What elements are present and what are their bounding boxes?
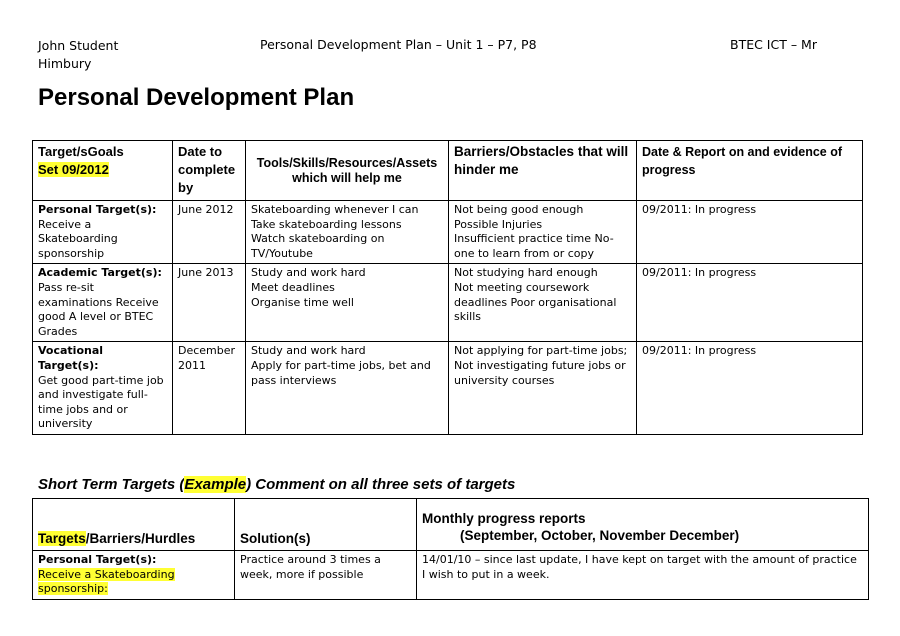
tool-item: Take skateboarding lessons bbox=[251, 217, 402, 231]
tool-item: Organise time well bbox=[251, 295, 354, 309]
student-school: Himbury bbox=[38, 56, 92, 71]
tool-item: Apply for part-time jobs, bet and pass interviews bbox=[251, 358, 431, 387]
monthly-report-cell: 14/01/10 – since last update, I have kept on target with the amount of practice I wish to put in a week. bbox=[417, 551, 869, 600]
col-targets-highlight: Targets bbox=[38, 531, 86, 547]
tools-cell bbox=[246, 264, 449, 342]
report-cell: 09/2011: In progress bbox=[637, 201, 863, 264]
short-term-heading-start: Short Term Targets ( bbox=[38, 476, 185, 493]
table-row bbox=[33, 342, 863, 435]
tool-item: Meet deadlines bbox=[251, 280, 335, 294]
col-target-label: Target/sGoals bbox=[38, 144, 124, 159]
short-term-heading-example: Example bbox=[184, 476, 247, 493]
col-targets bbox=[33, 499, 235, 551]
target-label: Academic Target(s) bbox=[38, 266, 158, 280]
report-cell: 09/2011: In progress bbox=[637, 264, 863, 342]
col-monthly-label: Monthly progress reports bbox=[422, 511, 586, 526]
col-solution: Solution(s) bbox=[235, 499, 417, 551]
barriers-cell bbox=[449, 342, 637, 435]
tool-item: Watch skateboarding on TV/Youtube bbox=[251, 232, 385, 260]
col-report: Date & Report on and evidence of progress bbox=[637, 141, 863, 201]
target-text: Receive a Skateboarding sponsorship: bbox=[38, 567, 175, 596]
report-cell: 09/2011: In progress bbox=[637, 342, 863, 435]
barrier-item: Not investigating future jobs or university courses bbox=[454, 358, 626, 387]
target-text: Pass re-sit examinations Receive good A level or BTEC Grades bbox=[38, 280, 159, 338]
target-label: Personal Target(s) bbox=[38, 553, 153, 566]
tool-item: Study and work hard bbox=[251, 344, 366, 358]
barriers-cell bbox=[449, 264, 637, 342]
tool-item: Study and work hard bbox=[251, 266, 366, 280]
target-cell: Personal Target(s): Receive a Skateboarding sponsorship: bbox=[33, 551, 235, 600]
short-term-table bbox=[32, 498, 869, 600]
table-row bbox=[33, 201, 863, 264]
barrier-item: Not being good enough bbox=[454, 203, 584, 216]
student-name: John Student bbox=[38, 38, 119, 53]
col-monthly bbox=[417, 499, 869, 551]
target-cell: Academic Target(s): Pass re-sit examinations Receive good A level or BTEC Grades bbox=[33, 264, 173, 342]
col-targets-rest: /Barriers/Hurdles bbox=[85, 531, 196, 547]
target-cell: Vocational Target(s): Get good part-time job and investigate full-time jobs and or university bbox=[33, 342, 173, 435]
barrier-item: Insufficient practice time No-one to learn from or copy bbox=[454, 232, 614, 260]
barriers-cell bbox=[449, 201, 637, 264]
target-label: Vocational Target(s) bbox=[38, 344, 104, 372]
barrier-item: Not studying hard enough bbox=[454, 266, 598, 280]
date-cell: December 2011 bbox=[173, 342, 246, 435]
page-title: Personal Development Plan bbox=[38, 84, 355, 111]
target-text: Get good part-time job and investigate full-time jobs and or university bbox=[38, 373, 164, 431]
header-course: BTEC ICT – Mr bbox=[730, 37, 817, 52]
col-target-set-date: Set 09/2012 bbox=[38, 162, 109, 177]
col-monthly-months: (September, October, November December) bbox=[460, 528, 740, 543]
tools-cell bbox=[246, 201, 449, 264]
date-cell: June 2012 bbox=[173, 201, 246, 264]
short-term-header-row bbox=[33, 499, 869, 551]
target-label: Personal Target(s) bbox=[38, 203, 153, 216]
short-term-heading bbox=[38, 476, 515, 493]
date-cell: June 2013 bbox=[173, 264, 246, 342]
header-student bbox=[38, 37, 118, 73]
target-cell: Personal Target(s): Receive a Skateboarding sponsorship bbox=[33, 201, 173, 264]
tools-cell bbox=[246, 342, 449, 435]
col-date: Date to complete by bbox=[173, 141, 246, 201]
barrier-item: Not meeting coursework deadlines Poor organisational skills bbox=[454, 280, 617, 324]
col-barriers: Barriers/Obstacles that will hinder me bbox=[449, 141, 637, 201]
col-target bbox=[33, 141, 173, 201]
short-term-heading-end: ) Comment on all three sets of targets bbox=[246, 476, 516, 493]
header-doc-title: Personal Development Plan – Unit 1 – P7, P8 bbox=[260, 37, 537, 52]
target-text: Receive a Skateboarding sponsorship bbox=[38, 217, 118, 260]
table-row bbox=[33, 264, 863, 342]
solution-cell: Practice around 3 times a week, more if possible bbox=[235, 551, 417, 600]
plan-header-row bbox=[33, 141, 863, 201]
table-row bbox=[33, 551, 869, 600]
barrier-item: Not applying for part-time jobs; bbox=[454, 344, 628, 358]
barrier-item: Possible Injuries bbox=[454, 217, 543, 231]
col-tools: Tools/Skills/Resources/Assets which will help me bbox=[246, 141, 449, 201]
plan-table bbox=[32, 140, 863, 435]
tool-item: Skateboarding whenever I can bbox=[251, 203, 419, 216]
